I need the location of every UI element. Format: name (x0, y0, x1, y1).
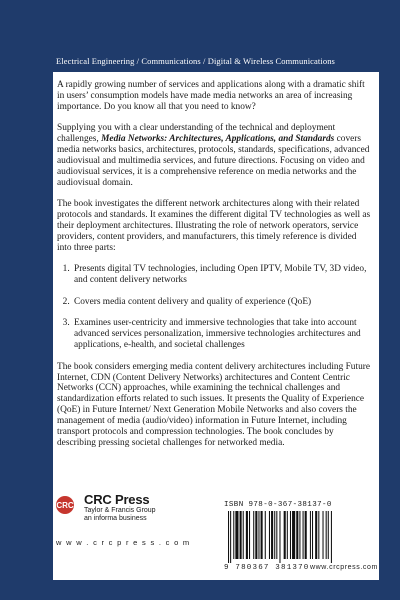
barcode-bar (246, 511, 248, 559)
publisher-group: Taylor & Francis Group (84, 507, 156, 514)
barcode-bar (310, 511, 311, 559)
barcode-bar (235, 511, 238, 559)
barcode-bar (284, 511, 286, 559)
barcode-number: 9 780367 381370 (224, 564, 310, 572)
barcode-bar (243, 511, 244, 559)
barcode-bar (261, 511, 263, 559)
barcode-bar (326, 511, 327, 559)
barcode-bar (230, 511, 231, 563)
barcode-bar (233, 511, 234, 559)
barcode-icon (224, 511, 374, 563)
barcode-bar (290, 511, 291, 559)
barcode-bar (318, 511, 319, 559)
barcode-bar (312, 511, 313, 559)
barcode-bar (315, 511, 317, 559)
overview-text-before: Supplying you with a clear understanding of the technical and deployment challenges, (57, 123, 336, 145)
publisher-url[interactable]: w w w . c r c p r e s s . c o m (56, 538, 191, 547)
barcode-block (224, 501, 378, 575)
barcode-bar (331, 511, 332, 563)
publisher-name: CRC Press (84, 492, 150, 507)
description (57, 80, 373, 459)
paragraph-architectures: The book investigates the different network architectures along with their related protocols and standards. It examines the different digital TV technologies as well as their deployment architectures. Illustrating the role of network operators, service providers, content providers, and manufacturers, this timely reference is divided into three parts: (57, 199, 371, 253)
barcode-bar (253, 511, 254, 559)
list-item: 3. Examines user-centricity and immersive technologies that take into account advanced services personalization, immersive technologies architectures and applications, e-health, and societal challenges (72, 318, 373, 351)
barcode-bar (255, 511, 257, 559)
barcode-bar (249, 511, 250, 559)
barcode-bar (271, 511, 273, 559)
overview-text-after: covers media networks basics, architectures, protocols, standards, specifications, advanced audiovisual and multimedia services, and future directions. Focusing on video and audiovisual services, it is a comprehensive reference on media networks and the audiovisual domain. (57, 134, 370, 188)
barcode-bar (228, 511, 229, 563)
barcode-bar (296, 511, 298, 559)
paragraph-intro: A rapidly growing number of services and applications along with a dramatic shift in users’ consumption models have made media networks an area of increasing importance. Do you know all that you need to know? (57, 80, 365, 112)
crc-logo-icon: CRC (56, 496, 74, 514)
parts-list (57, 264, 373, 351)
paragraph-conclusion: The book considers emerging media content delivery architectures including Future Internet, CDN (Content Delivery Networks) architectures and Content Centric Networks (CCN) approaches, while examining the technical challenges and standardization efforts related to such issues. It presents the Quality of Experience (QoE) in Future Internet/ Next Generation Mobile Networks and also covers the management of media (audio/video) information in Future Internet, including transport protocols and compression technologies. The book concludes by describing pressing societal challenges for networked media. (57, 361, 371, 448)
barcode-bar (265, 511, 266, 559)
barcode-bar (303, 511, 304, 559)
publisher-business: an informa business (84, 515, 147, 522)
footer (56, 486, 376, 576)
barcode-bar (258, 511, 259, 559)
barcode-bar (328, 511, 329, 559)
paragraph-overview (57, 123, 373, 188)
barcode-bar (323, 511, 324, 559)
barcode-bar (240, 511, 242, 559)
list-item: 1. Presents digital TV technologies, including Open IPTV, Mobile TV, 3D video, and content delivery networks (72, 264, 373, 286)
isbn-label: ISBN 978-0-367-38137-0 (224, 501, 332, 509)
barcode-bar (274, 511, 275, 559)
barcode-bar (276, 511, 277, 559)
category-line: Electrical Engineering / Communications / Digital & Wireless Communications (56, 56, 335, 66)
barcode-bar (279, 511, 280, 563)
list-item: 2. Covers media content delivery and quality of experience (QoE) (72, 297, 373, 308)
barcode-bar (287, 511, 288, 559)
barcode-bar (299, 511, 300, 559)
barcode-bar (305, 511, 307, 559)
barcode-bar (269, 511, 270, 559)
barcode-url: www.crcpress.com (310, 564, 378, 571)
barcode-bar (292, 511, 295, 559)
book-title: Media Networks: Architectures, Applications, and Standards (101, 134, 335, 145)
publisher-block (84, 492, 156, 523)
